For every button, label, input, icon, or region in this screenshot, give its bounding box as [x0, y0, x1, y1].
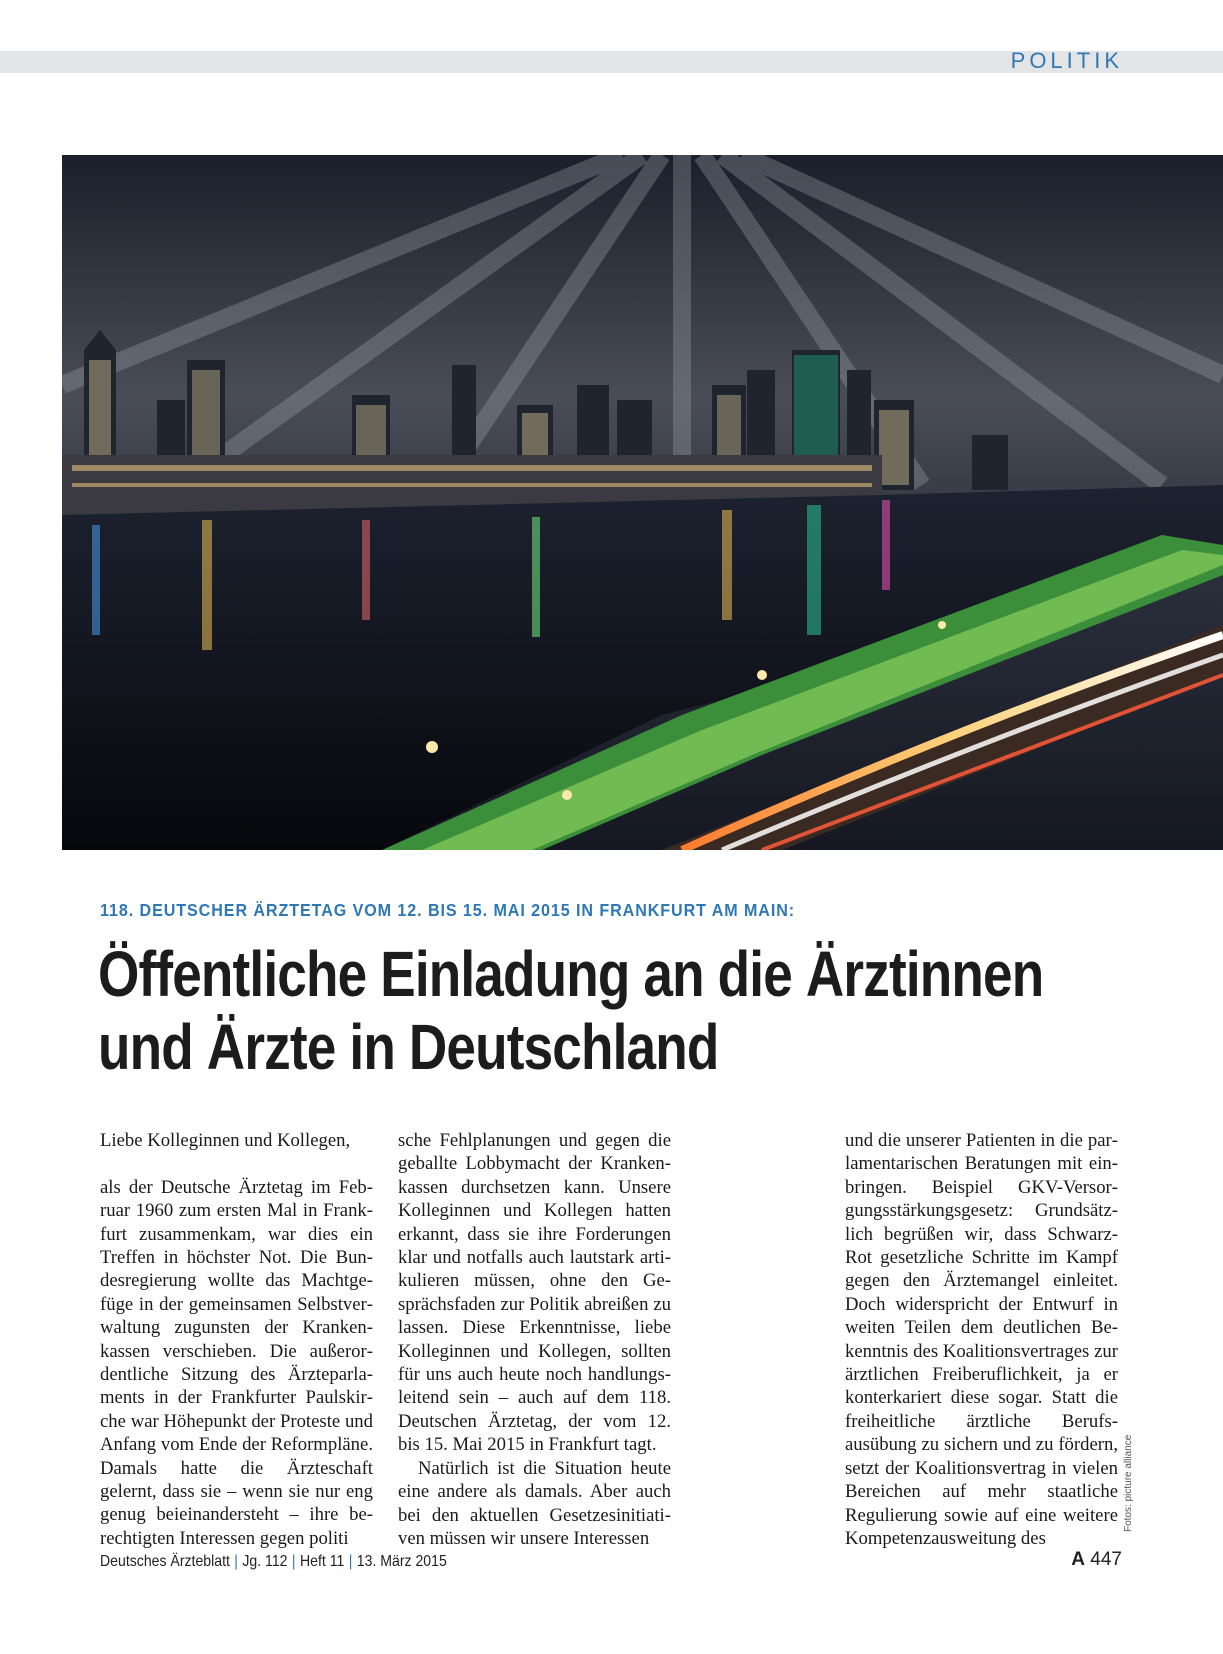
footer-citation: [100, 1553, 447, 1571]
skyline-illustration: [62, 155, 1223, 850]
article-column-2: [398, 1129, 671, 1550]
journal-issue: Heft 11: [299, 1553, 345, 1570]
journal-name: Deutsches Ärzteblatt: [100, 1553, 230, 1570]
section-label: POLITIK: [1010, 48, 1123, 73]
article-headline: [98, 938, 1043, 1084]
paragraph: sche Fehlplanungen und gegen die geballte Lobbymacht der Krankenkassen durchsetzen kann. Unsere Kolleginnen und Kollegen hatten erkannt, dass sie ihre Forderungen klar und notfalls auch lautstark artikulieren müssen, ohne den Gesprächsfaden zur Politik abreißen zu lassen. Diese Erkenntnisse, liebe Kolleginnen und Kollegen, sollten für uns auch heute noch handlungsleitend sein – auch auf dem 118. Deutschen Ärztetag, der vom 12. bis 15. Mai 2015 in Frankfurt tagt.: [398, 1130, 671, 1456]
page-prefix: A: [1071, 1549, 1086, 1570]
paragraph: und die unserer Patienten in die parlamentarischen Beratungen mit einbringen. Beispiel GKV-Versorgungsstärkungsgesetz: Grundsätzlich begrüßen wir, dass Schwarz-Rot gesetzliche Schritte im Kampf gegen den Ärztemangel einleitet. Doch widerspricht der Entwurf in weiten Teilen dem deutlichen Bekenntnis des Koalitionsvertrages zur ärztlichen Freiberuflichkeit, ja er konterkariert diese sogar. Statt die freiheitliche ärztliche Berufsausübung zu sichern und zu fördern, setzt der Koalitionsvertrag in vielen Bereichen auf mehr staatliche Regulierung sowie auf eine weitere Kompetenzausweitung des: [845, 1130, 1118, 1549]
separator: |: [348, 1553, 353, 1570]
separator: |: [291, 1553, 296, 1570]
headline-line-2: und Ärzte in Deutschland: [98, 1011, 719, 1083]
headline-line-1: Öffentliche Einladung an die Ärztinnen: [98, 938, 1044, 1010]
salutation: Liebe Kolleginnen und Kollegen,: [100, 1130, 351, 1151]
photo-credit: Fotos: picture alliance: [1123, 1434, 1134, 1532]
paragraph: als der Deutsche Ärztetag im Februar 1960 zum ersten Mal in Frankfurt zusammenkam, war dies ein Treffen in höchster Not. Die Bundesregierung wollte das Machtgefüge in der gemeinsamen Selbstverwaltung zugunsten der Krankenkassen verschieben. Die außerordentliche Sitzung des Ärzteparlaments in der Frankfurter Paulskirche war Höhepunkt der Proteste und Anfang vom Ende der Reformpläne. Damals hatte die Ärzteschaft gelernt, dass sie – wenn sie nur eng genug beieinandersteht – ihre berechtigten Interessen gegen politi: [100, 1176, 373, 1549]
paragraph: Natürlich ist die Situation heute eine andere als damals. Aber auch bei den aktuellen Gesetzesinitiativen müssen wir unsere Interessen: [398, 1457, 671, 1549]
journal-volume: Jg. 112: [242, 1553, 288, 1570]
article-column-3: [845, 1129, 1118, 1550]
separator: |: [234, 1553, 238, 1570]
page-number-value: 447: [1090, 1549, 1122, 1570]
page-number: [1071, 1549, 1122, 1571]
journal-date: 13. März 2015: [356, 1553, 447, 1570]
hero-photo: [62, 155, 1223, 850]
article-kicker: 118. DEUTSCHER ÄRZTETAG VOM 12. BIS 15. MAI 2015 IN FRANKFURT AM MAIN:: [100, 900, 796, 920]
article-column-1: [100, 1129, 373, 1550]
